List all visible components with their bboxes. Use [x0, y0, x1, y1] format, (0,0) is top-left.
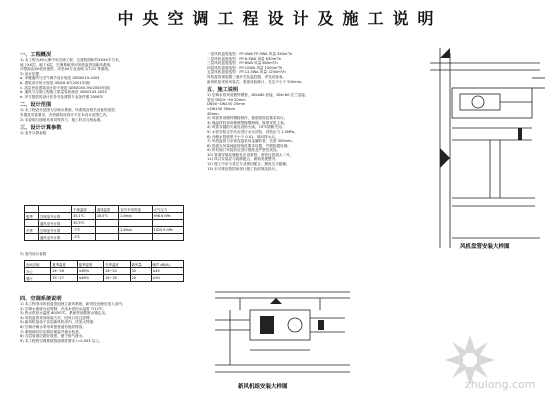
table-cell: 冬季 — [25, 227, 39, 234]
text-line: 13) 未尽事宜按国家现行施工验收规范执行。 — [207, 166, 279, 171]
text-line: DN50~DN150 25mm — [207, 102, 246, 107]
table-cell: 16~18 — [104, 275, 130, 282]
table-cell — [95, 227, 119, 234]
system-section — [20, 296, 200, 343]
table-cell: 998.6 hPa — [152, 213, 183, 220]
table-cell — [119, 220, 152, 227]
table-cell — [25, 234, 39, 241]
text-line: 管径 DN15~40 20mm — [207, 97, 246, 102]
table-cell: 30 — [130, 268, 151, 275]
table-row — [25, 213, 184, 220]
text-line: 7) 系统调试后应做好保温并通水检查。 — [20, 329, 83, 334]
table-cell: 25~27 — [51, 275, 77, 282]
table-header-cell: 湿球温度 — [95, 206, 119, 213]
text-line: 冷热源由XX机房提供，详见XX专业说明 1/T-01 等图纸。 — [20, 67, 112, 72]
table-cell: 30.5℃ — [72, 220, 96, 227]
scope-text — [20, 108, 195, 122]
table-cell: 夏季 — [25, 213, 39, 220]
table-header-cell: 新风量 — [130, 261, 151, 268]
table-cell: 2.6m/s — [119, 213, 152, 220]
indoor-params-table — [24, 260, 184, 282]
table-cell: 24~26 — [51, 268, 77, 275]
text-line: a. 采暖通风与空气调节设计规范 GB50019-2003 — [20, 76, 100, 81]
text-line: 6) 冷凝水管坡度不小于 0.01，坡向排水点。 — [207, 134, 279, 139]
section-heading-scope: 二、设计范围 — [20, 102, 52, 109]
text-line: 3) 保温材料采用难燃型橡塑海绵，厚度详见上表。 — [207, 120, 288, 125]
system-text — [20, 302, 200, 343]
right-detail-caption: 风机盘管安装大样图 — [460, 244, 510, 250]
text-line: 2) 本说明与图纸具有同等效力，施工时应互相参照。 — [20, 117, 104, 122]
watermark-text: zhulong.com — [465, 378, 536, 391]
table-cell: 2.8m/s — [119, 227, 152, 234]
table-header-cell: 夏季湿度 — [77, 261, 103, 268]
section-heading-system: 四、空调系统说明 — [20, 296, 62, 302]
text-line: 地上XX层，地下X层，空调系统采用风机盘管加新风系统， — [20, 62, 114, 67]
indoor-params-label: 2) 室内设计参数 — [20, 252, 47, 256]
table-header-cell: 大气压力 — [152, 206, 183, 213]
table-cell: ≤65% — [77, 268, 103, 275]
table-cell: 餐厅 — [25, 275, 51, 282]
text-line: c. 高层民用建筑设计防火规范 GB50045-95(2005年版) — [20, 85, 111, 90]
text-line: 5) 新风机组设于各层新风机房内，详见大样图； — [20, 320, 97, 325]
text-line: 11) 风口安装应与装修配合，做到美观整齐。 — [207, 157, 279, 162]
table-cell: 办公 — [25, 268, 51, 275]
table-header-cell: 干球温度 — [72, 206, 96, 213]
text-line: 五层风机盘管选型：FP-12.5WA 风量 1250m³/h — [207, 70, 286, 75]
middle-column — [207, 52, 407, 171]
text-line: 1) 本工程设计范围为空调水系统、风系统及相关设备的选型、 — [20, 108, 119, 113]
table-row — [25, 268, 184, 275]
table-row — [25, 227, 184, 234]
table-cell: 20 — [130, 275, 151, 282]
text-line: 7) 风机盘管与水管连接采用金属软管，长度 300mm。 — [207, 139, 296, 144]
text-line: 风机盘管需配置三速开关及温控器，详见设备表。 — [207, 74, 287, 79]
section-heading-params: 三、设计计算参数 — [20, 125, 62, 132]
table-cell — [95, 234, 119, 241]
text-line: 8) 各层管道应做好坡度，便于排气泄水。 — [20, 334, 86, 339]
construction-text — [207, 93, 407, 171]
table-cell: ≤45 — [151, 268, 183, 275]
fresh-air-unit-detail-drawing — [210, 290, 360, 400]
table-cell — [119, 234, 152, 241]
text-line: 4) 风管穿越防火墙处设防火阀，70℃熔断关闭。 — [207, 125, 286, 130]
table-cell — [25, 220, 39, 227]
text-line: 一层风机盘管选型：FP-4WA FP-5WA 风量 340m³/h — [207, 52, 293, 56]
table-row — [25, 220, 184, 227]
outdoor-params-label: 1) 室外计算参数 — [20, 131, 47, 136]
text-line: 2) 风管采用镀锌钢板制作，板厚按规范要求执行。 — [207, 116, 288, 121]
table-cell: 18~20 — [104, 268, 130, 275]
bottom-detail-caption: 新风机组安装大样图 — [238, 384, 288, 390]
table-cell — [95, 220, 119, 227]
table-cell: ≤65% — [77, 275, 103, 282]
table-cell: 空调室外计算 — [38, 213, 71, 220]
table-header-cell — [38, 206, 71, 213]
table-cell: 1025.9 hPa — [152, 227, 183, 234]
outdoor-params-table — [24, 205, 184, 241]
table-cell: 空调室外计算 — [38, 227, 71, 234]
table-cell: 通风室外计算 — [38, 234, 71, 241]
fan-coil-detail-drawing — [430, 48, 550, 288]
text-line: 10) 管道穿墙及楼板处应设套管，套管比管道大二号。 — [207, 152, 294, 157]
table-row — [25, 234, 184, 241]
table-header-cell: 房间名称 — [25, 261, 51, 268]
text-line: 1) 本工程为XX大厦中央空调工程，总建筑面积约XXXX平方米， — [20, 58, 123, 62]
table-cell: 28.5℃ — [95, 213, 119, 220]
text-line: 2) 空调水系统为双管制，冷冻水供回水温度 7/12℃； — [20, 306, 107, 311]
left-column — [20, 52, 195, 136]
page-title: 中央空调工程设计及施工说明 — [117, 9, 443, 28]
text-line: 2) 设计依据： — [20, 71, 43, 76]
table-row — [25, 275, 184, 282]
table-cell: 通风室外计算 — [38, 220, 71, 227]
table-header-cell: 夏季温度 — [51, 261, 77, 268]
text-line: 二层风机盘管选型：FP-6.3WA 风量 630m³/h — [207, 56, 282, 61]
table-cell: -7℃ — [72, 227, 96, 234]
table-cell: 35.1℃ — [72, 213, 96, 220]
table-header-cell — [25, 206, 39, 213]
text-line: 40mm — [207, 111, 219, 116]
overview-text — [20, 58, 195, 99]
table-cell: -3℃ — [72, 234, 96, 241]
text-line: 1) 本工程采用风机盘管加独立新风系统，新风经处理后送入室内； — [20, 302, 126, 306]
text-line: >DN150 30mm — [207, 106, 236, 111]
text-line: 布置及安装要求，冷热源机房设计不在本设计范围之内。 — [20, 112, 110, 117]
table-header-cell: 噪声 dB(A) — [151, 261, 183, 268]
table-cell — [152, 220, 183, 227]
table-header-cell: 冬季温度 — [104, 261, 130, 268]
text-line: 1) 空调水管采用镀锌钢管，DN≤80 丝接，DN>80 法兰连接。 — [207, 93, 309, 98]
text-line: 9) 本工程的空调系统管道坡度要求 i=0.003 以上。 — [20, 338, 103, 343]
table-cell — [152, 234, 183, 241]
section-heading-construction: 五、施工说明 — [207, 87, 239, 94]
text-line: d. 通风与空调工程施工质量验收规范 GB50243-2002 — [20, 90, 107, 95]
text-line: 3) 热水供回水温度 60/50℃，系统采用膨胀水箱定压； — [20, 311, 109, 316]
table-header-cell: 室外平均风速 — [119, 206, 152, 213]
text-line: 三层风机盘管选型：FP-8WA 风量 800m³/h — [207, 61, 278, 66]
text-line: 四层风机盘管选型：FP-10WA 风量 1000m³/h — [207, 65, 283, 70]
table-cell: ≤50 — [151, 275, 183, 282]
text-line: 4) 风机盘管采用暗装方式，回风口设过滤网； — [20, 315, 94, 320]
text-line: 9) 所有阀门安装前应进行强度及严密性试验。 — [207, 148, 281, 153]
text-line: 5) 水管安装完毕后应进行水压试验，试验压力 1.0MPa。 — [207, 129, 298, 134]
text-line: e. 甲方提供的设计任务书及建筑专业条件图 2006年 — [20, 94, 104, 99]
text-line: b. 建筑设计防火规范 GBJ16-87(2001年版) — [20, 80, 91, 85]
text-line: 12) 施工中应与其它专业密切配合，避免交叉碰撞。 — [207, 162, 290, 167]
text-line: 8) 管道支吊架间距按规范要求设置，并做防腐处理。 — [207, 143, 291, 148]
text-line: 新风机组采用吊装式，底部设检修口，长边不小于 500mm。 — [207, 79, 305, 84]
text-line: 6) 空调冷凝水采用单独管道有组织排放。 — [20, 324, 86, 329]
section-heading-overview: 一、工程概况 — [20, 52, 52, 58]
fan-coil-spec-text — [207, 52, 407, 84]
